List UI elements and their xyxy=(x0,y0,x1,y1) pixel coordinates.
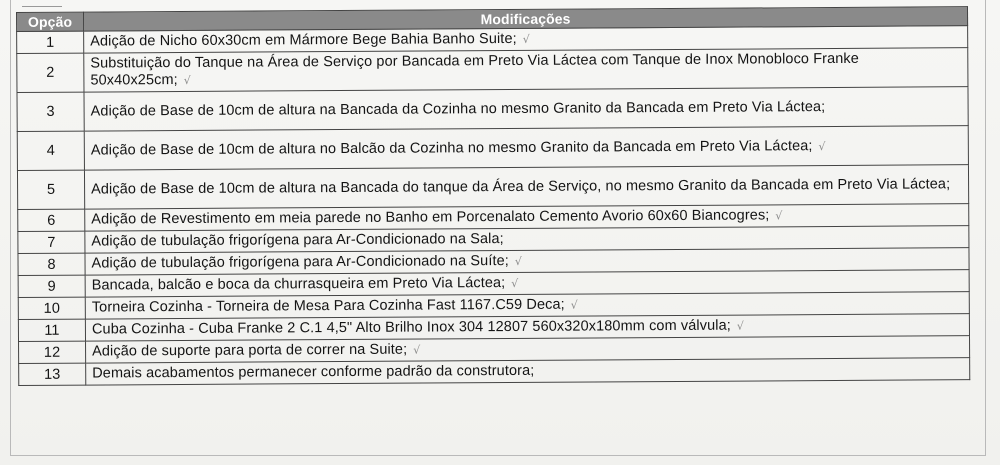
option-number: 1 xyxy=(17,31,84,53)
modification-text: Substituição do Tanque na Área de Serviço por Bancada em Preto Via Láctea com Tanque de Inox Monobloco Franke 50x40x25cm; xyxy=(90,50,859,89)
option-number: 5 xyxy=(17,170,84,209)
option-number: 6 xyxy=(18,209,85,231)
modification-text: Demais acabamentos permanecer conforme padrão da construtora; xyxy=(92,362,535,382)
option-number: 9 xyxy=(18,275,85,297)
modification-text: Adição de tubulação frigorígena para Ar-Condicionado na Sala; xyxy=(91,231,504,250)
check-mark-icon: √ xyxy=(413,343,421,357)
option-number: 10 xyxy=(18,297,85,319)
check-mark-icon: √ xyxy=(775,209,783,223)
table-row xyxy=(17,126,968,171)
option-number: 12 xyxy=(19,341,86,363)
modification-text: Adição de suporte para porta de correr na Suite; xyxy=(92,341,408,360)
modification-text: Cuba Cozinha - Cuba Franke 2 C.1 4,5" Alto Brilho Inox 304 12807 560x320x180mm com válvula; xyxy=(91,317,731,338)
table-row xyxy=(17,165,968,210)
modification-text-cell xyxy=(84,126,968,170)
modification-text: Adição de Nicho 60x30cm em Mármore Bege Bahia Banho Suite; xyxy=(90,30,517,50)
modification-text: Adição de Base de 10cm de altura no Balcão da Cozinha no mesmo Granito da Bancada em Preto Via Láctea; xyxy=(90,137,813,159)
check-mark-icon: √ xyxy=(183,73,191,87)
option-number: 8 xyxy=(18,253,85,275)
option-number: 3 xyxy=(17,92,84,131)
check-mark-icon: √ xyxy=(511,276,519,290)
option-number: 7 xyxy=(18,231,85,253)
modifications-table xyxy=(16,6,970,386)
modification-text: Adição de Base de 10cm de altura na Bancada da Cozinha no mesmo Granito da Bancada em Preto Via Láctea; xyxy=(90,98,826,120)
modifications-header: Modificações xyxy=(84,7,968,31)
modification-text-cell xyxy=(84,165,968,209)
modification-text-cell xyxy=(86,358,970,385)
check-mark-icon: √ xyxy=(514,254,522,268)
option-number: 2 xyxy=(17,53,84,92)
top-scribble xyxy=(22,0,62,7)
option-number: 13 xyxy=(19,363,86,385)
modification-text-cell xyxy=(84,48,968,92)
modification-text: Torneira Cozinha - Torneira de Mesa Para Cozinha Fast 1167.C59 Deca; xyxy=(91,296,565,316)
table-row xyxy=(17,87,968,132)
option-number: 4 xyxy=(17,131,84,170)
check-mark-icon: √ xyxy=(522,32,530,46)
check-mark-icon: √ xyxy=(736,319,745,333)
modification-text: Adição de Revestimento em meia parede no Banho em Porcenalato Cemento Avorio 60x60 Biancogres; xyxy=(91,207,770,228)
modification-text: Adição de Base de 10cm de altura na Bancada do tanque da Área de Serviço, no mesmo Granito da Bancada em Preto Via Láctea; xyxy=(91,175,951,198)
option-header: Opção xyxy=(17,12,84,31)
modification-text: Adição de tubulação frigorígena para Ar-Condicionado na Suíte; xyxy=(91,252,509,272)
modification-text-cell xyxy=(84,87,968,131)
check-mark-icon: √ xyxy=(818,139,826,153)
table-row xyxy=(17,48,968,93)
check-mark-icon: √ xyxy=(570,298,578,312)
option-number: 11 xyxy=(18,319,85,341)
modification-text: Bancada, balcão e boca da churrasqueira em Preto Via Láctea; xyxy=(91,275,506,294)
